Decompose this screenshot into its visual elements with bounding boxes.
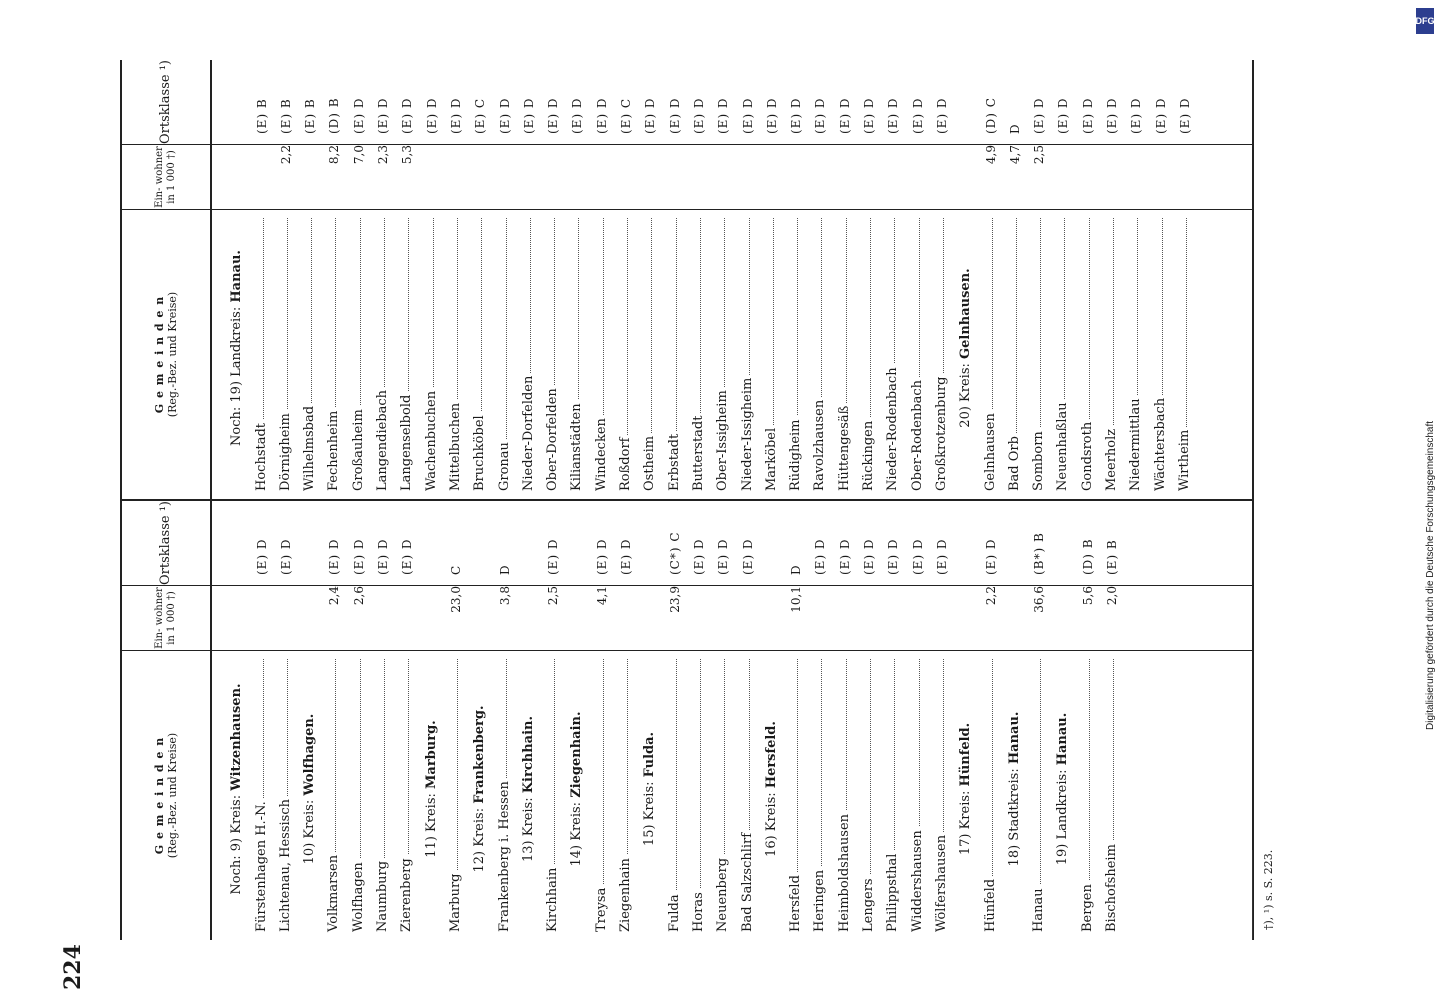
ortsklasse-value: (E) D [837,97,852,134]
header-gemeinden-sub: (Reg.-Bez. und Kreise) [166,291,179,418]
names-column [212,651,1252,940]
table-row [1022,216,1046,491]
municipality-name: Ober-Issigheim [715,387,730,491]
ortsklasse-value: (E) D [521,97,536,134]
district-name: Fulda. [642,731,658,778]
table-row [341,657,365,932]
table-body-left [212,501,1252,940]
municipality-name: Kirchhain [545,865,560,932]
district-label: 11) Kreis: Marburg. [424,717,439,871]
ortsklasse-value: (E) B [254,98,269,134]
municipality-name: Wilhelmsbad [302,403,317,491]
header-gemeinden [122,210,210,499]
einwohner-value: 3,8 [497,586,512,606]
table-row [536,216,560,491]
district-heading [463,657,487,932]
einwohner-value: 4,1 [594,586,609,606]
ortsklasse-value: (E) D [351,538,366,575]
district-label: 16) Kreis: Hersfeld. [764,718,779,871]
ortsklasse-value: (E) B [1105,539,1120,575]
ortsklasse-value: (E) D [1129,97,1144,134]
ortsklasse-value: (E) D [934,97,949,134]
table-row [1046,216,1070,491]
ortsklasse-value: (E) D [789,97,804,134]
district-heading [949,657,973,932]
municipality-name: Nieder-Rodenbach [885,364,900,491]
municipality-name: Langendiebach [375,387,390,491]
table-row [317,216,341,491]
municipality-name: Niedermittlau [1128,395,1143,491]
ortsklasse-value: (E) D [983,538,998,575]
table-left-half [122,501,1252,940]
table-row [633,216,657,491]
einwohner-value: 2,2 [983,586,998,606]
district-name: Hünfeld. [958,722,974,787]
einwohner-value: 23,0 [448,586,463,613]
footnote-rule [1252,850,1253,940]
table-row [366,657,390,932]
district-label: 17) Kreis: Hünfeld. [958,720,973,869]
municipality-name: Nieder-Issigheim [740,375,755,491]
ortsklasse-value: (E) D [376,97,391,134]
municipality-name: Widdershausen [910,827,925,932]
municipality-name: Philippsthal [885,851,900,932]
municipality-name: Bischofsheim [1104,841,1119,932]
municipality-name: Dörnigheim [278,410,293,491]
district-heading [633,657,657,932]
table-row [657,216,681,491]
district-name: Gelnhausen. [958,268,974,359]
table-header-right [122,60,212,499]
municipality-name: Bruchköbel [472,412,487,491]
ortsklasse-value: (E) D [1177,97,1192,134]
table-row [244,657,268,932]
district-name: Hanau. [229,250,245,303]
table-row [1095,216,1119,491]
municipality-name: Ostheim [642,433,657,491]
table-row [341,216,365,491]
table-row [998,216,1022,491]
municipality-name: Roßdorf [618,435,633,491]
municipality-name: Langenselbold [399,392,414,491]
district-name: Witzenhausen. [229,683,245,791]
municipality-name: Heimboldshausen [837,811,852,932]
ortsklasse-value: (E) D [886,538,901,575]
ortsklasse-value: (C*) C [667,531,682,575]
municipality-name: Windecken [594,415,609,491]
table-row [827,657,851,932]
municipality-name: Wolfhagen [351,859,366,932]
table-row [1143,216,1167,491]
municipality-name: Ober-Rodenbach [910,377,925,491]
header-gemeinden-title: G e m e i n d e n [152,295,166,414]
district-heading [998,657,1022,932]
table-row [1070,216,1094,491]
municipality-name: Marburg [448,870,463,932]
table-row [609,657,633,932]
ortsklasse-value: (E) D [1056,97,1071,134]
district-name: Kirchhain. [520,716,536,794]
table-row [390,657,414,932]
ortsklasse-value: (E) D [716,97,731,134]
district-heading [414,657,438,932]
table-row [463,216,487,491]
ortsklasse-value: (E) D [254,538,269,575]
ortsklasse-value: (E) B [278,98,293,134]
municipality-name: Hanau [1031,885,1046,932]
municipality-name: Hersfeld [788,872,803,932]
table-row [925,216,949,491]
ortsklasse-value: (E) D [837,538,852,575]
municipality-name: Frankenberg i. Hessen [497,778,512,932]
district-heading [220,657,244,932]
municipality-name: Ziegenhain [618,855,633,932]
ortsklasse-value: (E) D [497,97,512,134]
table-row [730,216,754,491]
municipality-name: Rüdigheim [788,416,803,491]
ortsklasse-value: (E) D [570,97,585,134]
municipality-name: Großauheim [351,406,366,491]
header-gemeinden-title: G e m e i n d e n [152,736,166,855]
ortsklasse-value: (E) D [691,97,706,134]
einwohner-column [212,586,1252,651]
district-label: 19) Landkreis: Hanau. [1055,710,1070,880]
table-right-half [122,60,1252,501]
einwohner-value: 4,9 [983,145,998,165]
district-name: Hersfeld. [763,721,779,789]
district-heading [560,657,584,932]
table-row [487,216,511,491]
page-number: 224 [60,944,86,990]
municipality-name: Gronau [497,439,512,491]
table-row [779,216,803,491]
table-row [269,657,293,932]
ortsklasse-value: (E) D [351,97,366,134]
table-row [317,657,341,932]
table-row [584,657,608,932]
table-row [925,657,949,932]
header-einwohner: Ein- wohner in 1 000 †) [122,586,210,651]
municipality-name: Fechenheim [326,408,341,491]
ortsklasse-value: (E) D [813,97,828,134]
municipality-name: Marköbel [764,425,779,491]
einwohner-value: 2,5 [1032,145,1047,165]
einwohner-value: 5,3 [400,145,415,165]
table-row [512,216,536,491]
district-name: Hanau. [1055,712,1071,766]
municipality-name: Ober-Dorfelden [545,385,560,491]
table-row [366,216,390,491]
table-row [244,216,268,491]
ortsklasse-value: (D) B [327,97,342,134]
district-name: Frankenberg. [472,705,488,804]
district-label: 10) Kreis: Wolfhagen. [302,711,317,879]
header-ortsklasse: Ortsklasse ¹) [122,501,210,586]
einwohner-value: 5,6 [1080,586,1095,606]
municipality-name: Bad Salzschlirf [740,830,755,932]
table-row [414,216,438,491]
municipality-name: Kilianstädten [569,400,584,491]
table-row [706,657,730,932]
municipality-name: Gondsroth [1080,419,1095,491]
ortsklasse-column [212,60,1252,145]
table-row [973,216,997,491]
municipality-name: Nieder-Dorfelden [521,373,536,491]
names-column [212,210,1252,499]
municipality-name: Zierenberg [399,855,414,932]
table-row [682,657,706,932]
einwohner-value: 2,5 [546,586,561,606]
ortsklasse-value: (E) D [1105,97,1120,134]
ortsklasse-value: D [1007,123,1022,134]
ortsklasse-value: (E) D [278,538,293,575]
table-row [852,657,876,932]
einwohner-column [212,145,1252,210]
district-label: 13) Kreis: Kirchhain. [521,713,536,876]
table-row [584,216,608,491]
table-row [803,657,827,932]
municipality-name: Ravolzhausen [812,397,827,491]
ortsklasse-value: (E) D [910,97,925,134]
einwohner-value: 23,9 [667,586,682,613]
table-row [900,216,924,491]
district-heading [949,216,973,491]
ortsklasse-value: (E) D [1032,97,1047,134]
ortsklasse-value: (E) D [376,538,391,575]
municipality-name: Lichtenau, Hessisch [278,796,293,932]
municipality-name: Treysa [594,885,609,932]
municipality-name: Gelnhausen [983,410,998,491]
table-row [682,216,706,491]
ortsklasse-value: C [448,564,463,575]
ortsklasse-value: (E) D [594,97,609,134]
table-row [536,657,560,932]
district-label: Noch: 9) Kreis: Witzenhausen. [229,680,244,908]
ortsklasse-value: (E) D [1153,97,1168,134]
ortsklasse-value: D [789,564,804,575]
header-gemeinden [122,651,210,940]
table-row [973,657,997,932]
einwohner-value: 2,4 [327,586,342,606]
ortsklasse-value: (D) C [983,97,998,134]
table-row [609,216,633,491]
ortsklasse-value: (E) D [400,538,415,575]
municipality-name: Rückingen [861,418,876,491]
table-row [269,216,293,491]
district-label: 15) Kreis: Fulda. [642,729,657,860]
municipality-name: Volkmarsen [326,852,341,932]
municipality-name: Fulda [667,891,682,932]
ortsklasse-value: (B*) B [1032,532,1047,575]
ortsklasse-value: (E) D [862,538,877,575]
ortsklasse-value: (E) D [400,97,415,134]
municipality-name: Wirtheim [1177,427,1192,491]
municipality-name: Erbstadt [667,431,682,491]
ortsklasse-value: (E) D [546,538,561,575]
dfg-logo: DFG [1416,8,1434,34]
table-row [1022,657,1046,932]
einwohner-value: 4,7 [1007,145,1022,165]
table-row [1070,657,1094,932]
municipality-name: Neuenberg [715,855,730,932]
header-ortsklasse: Ortsklasse ¹) [122,60,210,145]
municipality-name: Hochstadt [254,420,269,491]
ortsklasse-value: (E) D [740,97,755,134]
municipality-name: Wachenbuchen [424,388,439,491]
municipality-name: Lengers [861,875,876,932]
table-header-left [122,501,212,940]
einwohner-value: 2,0 [1105,586,1120,606]
district-heading [755,657,779,932]
municipality-name: Wächtersbach [1153,395,1168,491]
municipality-name: Naumburg [375,858,390,932]
table-row [852,216,876,491]
municipality-name: Hünfeld [983,876,998,932]
ortsklasse-value: (D) B [1080,538,1095,575]
einwohner-value: 8,2 [327,145,342,165]
district-name: Wolfhagen. [302,713,318,796]
ortsklasse-value: (E) B [303,98,318,134]
ortsklasse-value: (E) D [934,538,949,575]
ortsklasse-value: (E) C [473,97,488,134]
ortsklasse-value: (E) D [813,538,828,575]
ortsklasse-value: (E) C [619,97,634,134]
ortsklasse-value: (E) D [1080,97,1095,134]
municipality-name: Bad Orb [1007,433,1022,491]
table-row [1095,657,1119,932]
footnote: †), ¹) s. S. 223. [1262,849,1275,930]
municipality-name: Hüttengesäß [837,403,852,491]
table-row [1168,216,1192,491]
header-einwohner: Ein- wohner in 1 000 †) [122,145,210,210]
municipality-name: Butterstadt [691,413,706,491]
municipality-name: Fürstenhagen H.-N. [254,798,269,932]
ortsklasse-value: (E) D [716,538,731,575]
table-row [487,657,511,932]
municipality-name: Somborn [1031,428,1046,491]
ortsklasse-value: (E) D [619,538,634,575]
ortsklasse-value: (E) D [862,97,877,134]
table-row [876,216,900,491]
ortsklasse-value: (E) D [546,97,561,134]
municipality-name: Großkrotzenburg [934,374,949,491]
table-row [779,657,803,932]
district-label: 18) Stadtkreis: Hanau. [1007,709,1022,881]
district-heading [1046,657,1070,932]
table-body-right [212,60,1252,499]
ortsklasse-value: (E) D [691,538,706,575]
municipality-name: Horas [691,889,706,932]
district-heading [512,657,536,932]
table-row [803,216,827,491]
district-name: Marburg. [423,720,439,789]
municipality-name: Neuenhaßlau [1055,399,1070,491]
einwohner-value: 2,2 [278,145,293,165]
table-row [390,216,414,491]
municipality-name: Heringen [812,867,827,932]
ortsklasse-value: (E) D [886,97,901,134]
ortsklasse-value: D [497,564,512,575]
ortsklasse-value: (E) D [327,538,342,575]
ortsklasse-column [212,501,1252,586]
district-heading [220,216,244,491]
ortsklasse-value: (E) D [643,97,658,134]
header-gemeinden-sub: (Reg.-Bez. und Kreise) [166,732,179,859]
district-name: Ziegenhain. [569,711,585,798]
table-row [876,657,900,932]
table-row [755,216,779,491]
einwohner-value: 10,1 [789,586,804,613]
ortsklasse-value: (E) D [448,97,463,134]
table-row [560,216,584,491]
district-label: Noch: 19) Landkreis: Hanau. [229,247,244,460]
table-row [706,216,730,491]
credit-text: Digitalisierung gefördert durch die Deutsche Forschungsgemeinschaft [1425,420,1436,730]
municipality-table [120,60,1254,940]
ortsklasse-value: (E) D [740,538,755,575]
table-row [439,216,463,491]
table-row [293,216,317,491]
einwohner-value: 2,3 [376,145,391,165]
einwohner-value: 2,6 [351,586,366,606]
municipality-name: Meerholz [1104,426,1119,491]
district-label: 12) Kreis: Frankenberg. [472,703,487,887]
municipality-name: Wölfershausen [934,832,949,932]
ortsklasse-value: (E) D [910,538,925,575]
ortsklasse-value: (E) D [764,97,779,134]
table-row [827,216,851,491]
table-row [1119,216,1143,491]
einwohner-value: 36,6 [1032,586,1047,613]
municipality-name: Bergen [1080,881,1095,932]
ortsklasse-value: (E) D [594,538,609,575]
table-row [657,657,681,932]
table-row [730,657,754,932]
municipality-name: Mittelbuchen [448,400,463,491]
table-row [900,657,924,932]
einwohner-value: 7,0 [351,145,366,165]
ortsklasse-value: (E) D [424,97,439,134]
table-row [439,657,463,932]
district-label: 14) Kreis: Ziegenhain. [569,708,584,880]
district-heading [293,657,317,932]
district-label: 20) Kreis: Gelnhausen. [958,265,973,441]
ortsklasse-value: (E) D [667,97,682,134]
district-name: Hanau. [1006,711,1022,765]
